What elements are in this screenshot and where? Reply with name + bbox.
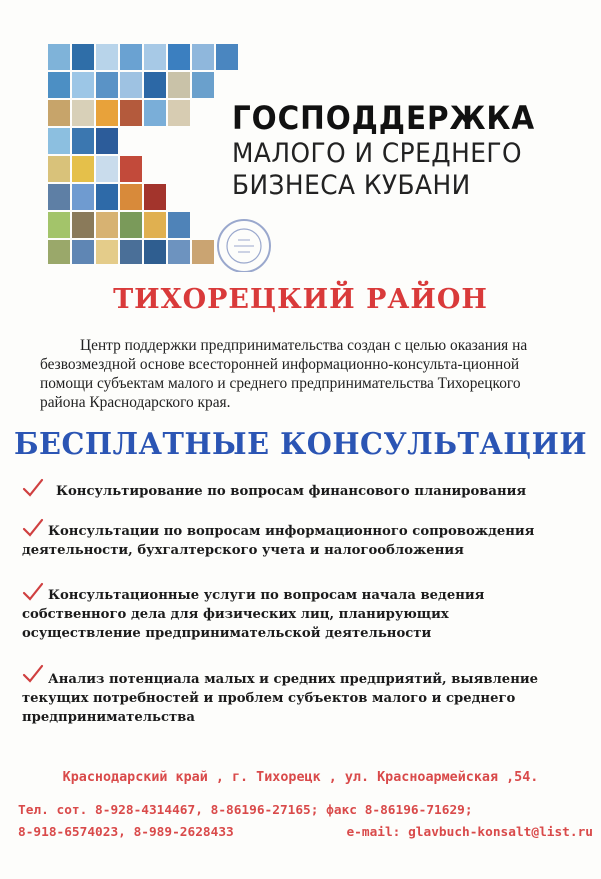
footer-contacts [18,800,593,844]
service-item [22,586,582,643]
service-text-line: предпринимательства [22,710,195,725]
red-checkmark-icon [22,582,44,602]
red-checkmark-icon [22,664,44,684]
free-consultations-title: БЕСПЛАТНЫЕ КОНСУЛЬТАЦИИ [13,427,588,462]
red-checkmark-icon [22,478,44,498]
brand-subtitle-line2: БИЗНЕСА КУБАНИ [232,170,471,201]
service-text-line: Консультирование по вопросам финансового планирования [56,484,527,499]
service-text-line: Консультационные услуги по вопросам начала ведения [48,588,485,603]
service-text-line: деятельности, бухгалтерского учета и налогообложения [22,543,464,558]
brand-title: ГОСПОДДЕРЖКА [232,99,536,137]
phones-line: Тел. сот. 8-928-4314467, 8-86196-27165; факс 8-86196-71629; [18,803,473,818]
round-stamp [218,220,270,272]
service-text-line: Анализ потенциала малых и средних предприятий, выявление [48,672,539,687]
service-text-line: Консультации по вопросам информационного сопровождения [48,524,535,539]
phones-email-line [18,822,593,844]
service-text-line: собственного дела для физических лиц, планирующих [22,607,449,622]
service-item [22,522,582,560]
brand-subtitle-line1: МАЛОГО И СРЕДНЕГО [232,138,523,169]
service-item [22,482,582,501]
logo-tiles-left [48,44,118,238]
phones-line-2: 8-918-6574023, 8-989-2628433 [18,825,234,840]
red-checkmark-icon [22,518,44,538]
brand-block [232,98,561,202]
logo-tiles-upper-arm [120,44,238,126]
district-title: ТИХОРЕЦКИЙ РАЙОН [113,284,488,315]
footer-address: Краснодарский край , г. Тихорецк , ул. Красноармейская ,54. [62,770,539,785]
intro-paragraph: Центр поддержки предпринимательства создан с целью оказания на безвозмездной основе всесторонней информационно-консульта-ционной помощи субъектам малого и среднего предпринимательства Тихорецкого района Краснодарского края. [40,337,528,411]
service-text-line: осуществление предпринимательской деятельности [22,626,432,641]
service-text-line: текущих потребностей и проблем субъектов малого и среднего [22,691,516,706]
service-item [22,670,582,727]
email-link[interactable]: e-mail: glavbuch-konsalt@list.ru [346,825,593,840]
